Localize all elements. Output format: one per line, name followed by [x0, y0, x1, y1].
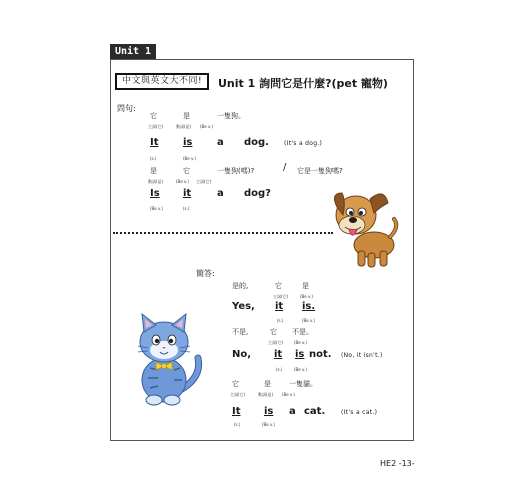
a2-en-not: not.	[309, 349, 332, 360]
a3-zh-a-cat: 一隻貓。	[289, 380, 317, 388]
a1-en-is: is.	[302, 301, 316, 312]
a2-tiny-subject: 主詞(它)	[268, 340, 284, 345]
a1-zh-it: 它	[275, 282, 282, 290]
a1-zh-yes: 是的,	[232, 282, 249, 290]
q1-zh-is: 是	[183, 112, 190, 120]
q2-zh-is: 是	[150, 167, 157, 175]
a3-tiny-subject: 主詞(它)	[230, 392, 246, 397]
dog-icon	[334, 193, 396, 267]
a1-zh-is: 是	[302, 282, 309, 290]
a2-zh-it: 它	[270, 328, 277, 336]
dog-illustration	[328, 185, 402, 271]
a3-small-bev: (Be v.)	[262, 422, 275, 427]
a3-en-cat: cat.	[304, 406, 326, 417]
a3-en-is: is	[264, 406, 274, 417]
a2-small-bev: (Be v.)	[294, 367, 307, 372]
q2-zh-it: 它	[183, 167, 190, 175]
q1-tiny-bev: (Be v.)	[200, 124, 213, 129]
question-label: 問句:	[117, 104, 136, 113]
q1-small-s: (s.)	[150, 156, 157, 161]
q2-small-bev: (Be v.)	[150, 206, 163, 211]
cat-icon	[138, 314, 199, 405]
q2-tiny-subject: 主詞(它)	[196, 179, 212, 184]
a1-tiny-bev: (Be v.)	[300, 294, 313, 299]
a3-note: (It's a cat.)	[341, 409, 378, 416]
a1-small-bev: (Be v.)	[302, 318, 315, 323]
a2-en-it: it	[274, 349, 283, 360]
q2-zh-full: 它是一隻狗嗎?	[297, 167, 343, 175]
q1-zh-it: 它	[150, 112, 157, 120]
a2-en-is: is	[295, 349, 305, 360]
q2-zh-a-dog: 一隻狗(嗎)?	[217, 167, 255, 175]
q2-slash: /	[283, 162, 287, 173]
q2-tiny-bev: (Be v.)	[176, 179, 189, 184]
a2-en-no: No,	[232, 349, 252, 360]
q2-en-a: a	[217, 188, 224, 199]
a1-en-yes: Yes,	[232, 301, 255, 312]
q1-tiny-subject: 主詞(它)	[148, 124, 164, 129]
q1-note: (It's a dog.)	[284, 140, 323, 147]
a2-zh-is-not: 不是。	[292, 328, 313, 336]
a2-tiny-bev: (Be v.)	[294, 340, 307, 345]
q1-tiny-verb: 動詞(是)	[176, 124, 192, 129]
q1-en-is: is	[183, 137, 193, 148]
a3-tiny-verb: 動詞(是)	[258, 392, 274, 397]
cat-illustration	[118, 312, 208, 410]
a3-en-it: It	[232, 406, 241, 417]
a3-zh-is: 是	[264, 380, 271, 388]
a2-note: (No, it isn't.)	[341, 352, 383, 359]
a1-en-it: it	[275, 301, 284, 312]
page-number: HE2 -13-	[380, 459, 415, 468]
a3-tiny-bev: (Be v.)	[282, 392, 295, 397]
a1-small-s: (s.)	[277, 318, 284, 323]
q2-en-dog: dog?	[244, 188, 271, 199]
unit-tab: Unit 1	[110, 44, 156, 59]
q2-tiny-verb: 動詞(是)	[148, 179, 164, 184]
a2-small-s: (s.)	[276, 367, 283, 372]
q1-small-bev: (Be v.)	[183, 156, 196, 161]
answer-label: 簡答:	[196, 269, 215, 278]
section-divider	[113, 232, 333, 234]
a3-small-s: (s.)	[234, 422, 241, 427]
q1-en-it: It	[150, 137, 159, 148]
a3-zh-it: 它	[232, 380, 239, 388]
a2-zh-no: 不是,	[232, 328, 249, 336]
q1-en-dog: dog.	[244, 137, 269, 148]
q2-en-it: it	[183, 188, 192, 199]
a3-en-a: a	[289, 406, 296, 417]
unit-title: Unit 1 詢問它是什麼?(pet 寵物)	[218, 77, 388, 90]
title-box: 中文與英文大不同!	[115, 73, 209, 90]
q1-en-a: a	[217, 137, 224, 148]
q2-en-is: Is	[150, 188, 160, 199]
q1-zh-a-dog: 一隻狗。	[217, 112, 245, 120]
a1-tiny-subject: 主詞(它)	[273, 294, 289, 299]
q2-small-s: (s.)	[183, 206, 190, 211]
